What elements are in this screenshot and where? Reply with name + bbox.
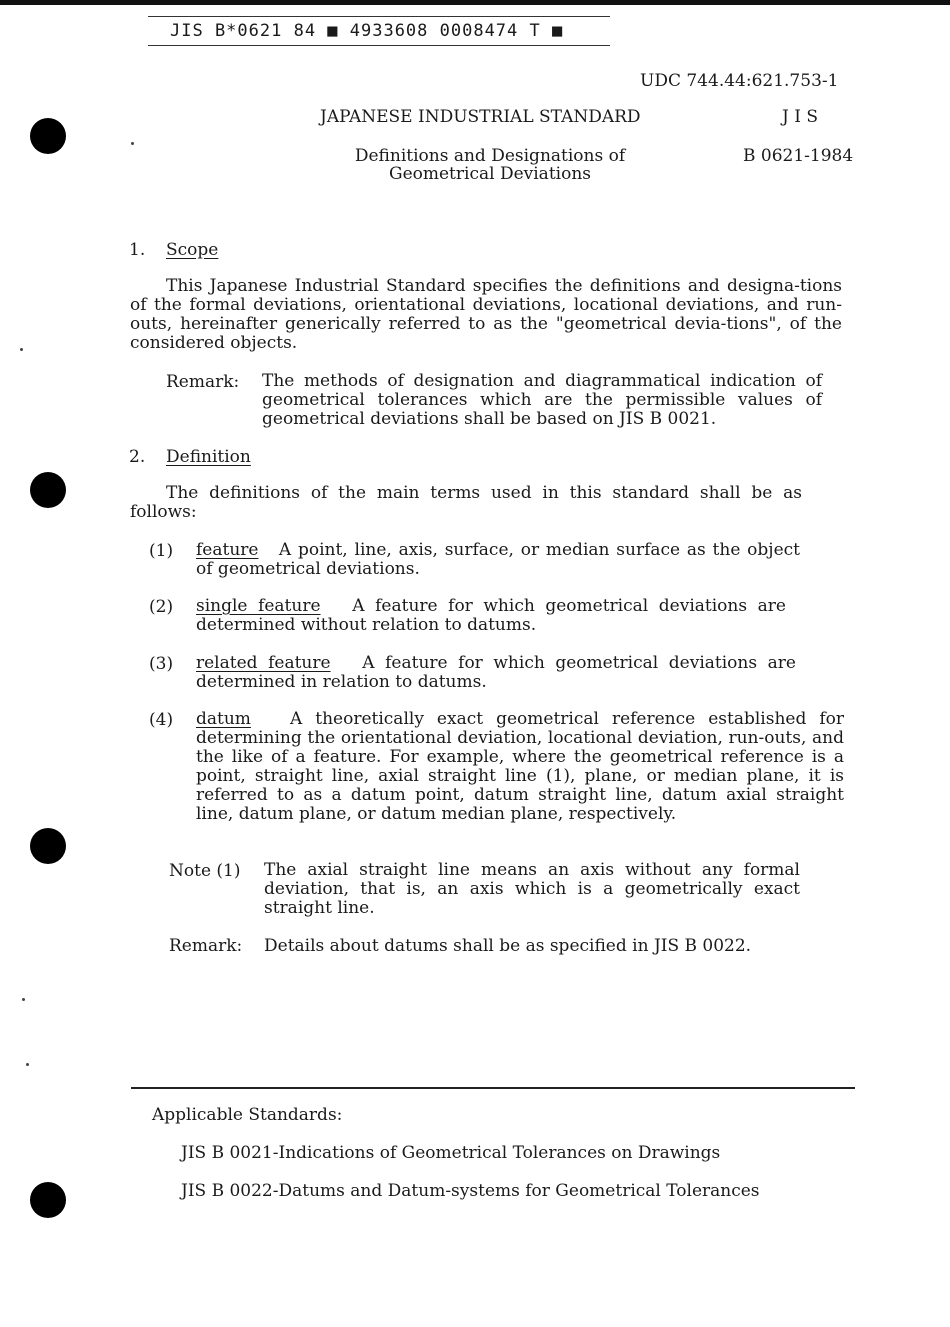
item-4-body-b: , plane, or median plane, it is referred to as a datum point, datum straight line, datum axial straight line, datum plane, or datum median plane, respectively. — [196, 766, 844, 824]
applicable-standard-item: JIS B 0021-Indications of Geometrical Tolerances on Drawings — [181, 1143, 721, 1163]
note-label: Note (1) — [169, 861, 241, 881]
scan-top-edge — [0, 0, 950, 5]
punch-hole-1 — [30, 118, 66, 154]
item-4-number: (4) — [149, 710, 174, 730]
item-4-body-a: A theoretically exact geometrical reference established for determining the orientational deviation, locational deviation, run-outs, and the like of a feature. For example, where the geometrical reference is a point, straight line, axial straight line — [196, 709, 844, 786]
standard-organization: JAPANESE INDUSTRIAL STANDARD — [320, 107, 641, 127]
definition-item — [196, 654, 796, 692]
scan-speck — [20, 348, 23, 351]
item-3-number: (3) — [149, 654, 174, 674]
udc-code: UDC 744.44:621.753-1 — [640, 71, 839, 91]
scan-speck — [131, 142, 134, 145]
item-4-term: datum — [196, 709, 251, 729]
punch-hole-4 — [30, 1182, 66, 1218]
section-2-number: 2. — [129, 447, 146, 467]
title-line-1: Definitions and Designations of — [354, 146, 626, 166]
scan-speck — [22, 998, 25, 1001]
applicable-standards-heading: Applicable Standards: — [152, 1105, 343, 1125]
item-4-footnote-ref: (1) — [545, 766, 571, 786]
applicable-standard-item: JIS B 0022-Datums and Datum-systems for Geometrical Tolerances — [181, 1181, 760, 1201]
standard-number: B 0621-1984 — [743, 146, 854, 166]
footer-rule — [131, 1087, 855, 1089]
section-2-heading: Definition — [166, 447, 251, 467]
item-3-body: A feature for which geometrical deviations are determined in relation to datums. — [196, 653, 796, 692]
scope-body: This Japanese Industrial Standard specifies the definitions and designa-tions of the formal deviations, orientational deviations, locational deviations, and run-outs, hereinafter generically referred to as the "geometrical devia-tions", of the considered objects. — [130, 276, 842, 353]
title-line-2: Geometrical Deviations — [389, 164, 591, 184]
document-code: JIS B*0621 84 ■ 4933608 0008474 T ■ — [170, 21, 564, 41]
punch-hole-3 — [30, 828, 66, 864]
punch-hole-2 — [30, 472, 66, 508]
item-2-body: A feature for which geometrical deviations are determined without relation to datums. — [196, 596, 786, 635]
note-body: The axial straight line means an axis without any formal deviation, that is, an axis which is a geometrically exact straight line. — [264, 860, 800, 918]
item-1-term: feature — [196, 540, 259, 560]
section-1-number: 1. — [129, 240, 146, 260]
jis-mark: J I S — [782, 107, 818, 127]
scope-remark-label: Remark: — [166, 372, 240, 392]
section-1-heading: Scope — [166, 240, 219, 260]
definition-item — [196, 597, 786, 635]
item-1-number: (1) — [149, 541, 174, 561]
definition-remark-label: Remark: — [169, 936, 243, 956]
definition-remark-body: Details about datums shall be as specified in JIS B 0022. — [264, 936, 752, 956]
definition-item — [196, 710, 844, 824]
scope-remark-body: The methods of designation and diagrammatical indication of geometrical tolerances which are the permissible values of geometrical deviations shall be based on JIS B 0021. — [262, 371, 822, 429]
item-1-body: A point, line, axis, surface, or median surface as the object of geometrical deviations. — [196, 540, 800, 579]
scan-speck — [26, 1063, 29, 1066]
item-2-number: (2) — [149, 597, 174, 617]
definition-item — [196, 541, 800, 579]
item-2-term: single feature — [196, 596, 321, 616]
item-3-term: related feature — [196, 653, 331, 673]
definition-intro: The definitions of the main terms used in this standard shall be as follows: — [130, 483, 802, 522]
